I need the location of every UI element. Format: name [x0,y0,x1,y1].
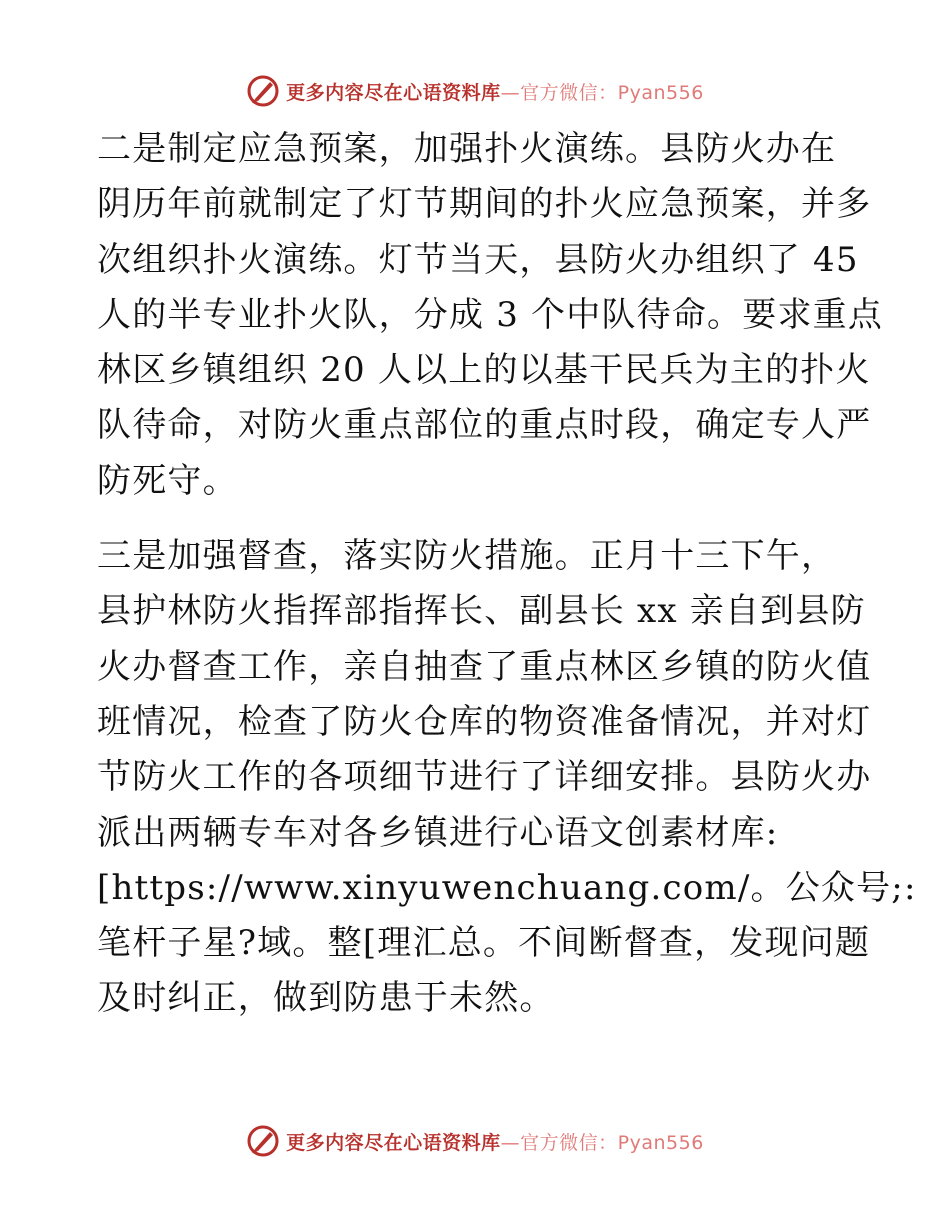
text-line: 火办督查工作，亲自抽查了重点林区乡镇的防火值 [97,646,872,687]
text-line: 队待命，对防火重点部位的重点时段，确定专人严 [97,405,872,446]
text-line: 派出两辆专车对各乡镇进行心语文创素材库: [97,812,779,853]
text-line: 人的半专业扑火队，分成 3 个中队待命。要求重点 [97,294,884,335]
text-line: 林区乡镇组织 20 人以上的以基干民兵为主的扑火 [97,350,871,391]
header-banner [0,71,950,111]
text-line: 二是制定应急预案，加强扑火演练。县防火办在 [97,129,837,169]
banner-separator: — [500,81,521,104]
banner-text [286,1128,704,1155]
quill-pen-logo-icon [246,1124,280,1158]
text-line: 阴历年前就制定了灯节期间的扑火应急预案，并多 [97,184,872,225]
text-line: 节防火工作的各项细节进行了详细安排。县防火办 [97,757,872,798]
text-line: 班情况，检查了防火仓库的物资准备情况，并对灯 [97,701,872,742]
banner-separator: — [500,1131,521,1154]
text-line: 次组织扑火演练。灯节当天，县防火办组织了 45 [97,239,859,280]
text-line: 笔杆子星?域。整[理汇总。不间断督查，发现问题 [97,923,871,964]
text-line: 及时纠正，做到防患于未然。 [97,978,555,1019]
banner-official-text: 官方微信：Pyan556 [520,81,704,104]
text-line: [https://www.xinyuwenchuang.com/。公众号;: [97,867,917,908]
banner-text [286,78,704,105]
banner-brand-text: 更多内容尽在心语资料库 [286,1131,501,1154]
text-line: 县护林防火指挥部指挥长、副县长 xx 亲自到县防 [97,591,866,632]
banner-official-text: 官方微信：Pyan556 [520,1131,704,1154]
footer-banner [0,1121,950,1161]
banner-brand-text: 更多内容尽在心语资料库 [286,81,501,104]
document-body [97,122,917,1047]
paragraph-emergency-plan [97,122,884,509]
text-line: 防死守。 [97,460,238,501]
text-line: 三是加强督查，落实防火措施。正月十三下午， [97,536,837,577]
paragraph-supervision [97,529,917,1027]
quill-pen-logo-icon [246,74,280,108]
